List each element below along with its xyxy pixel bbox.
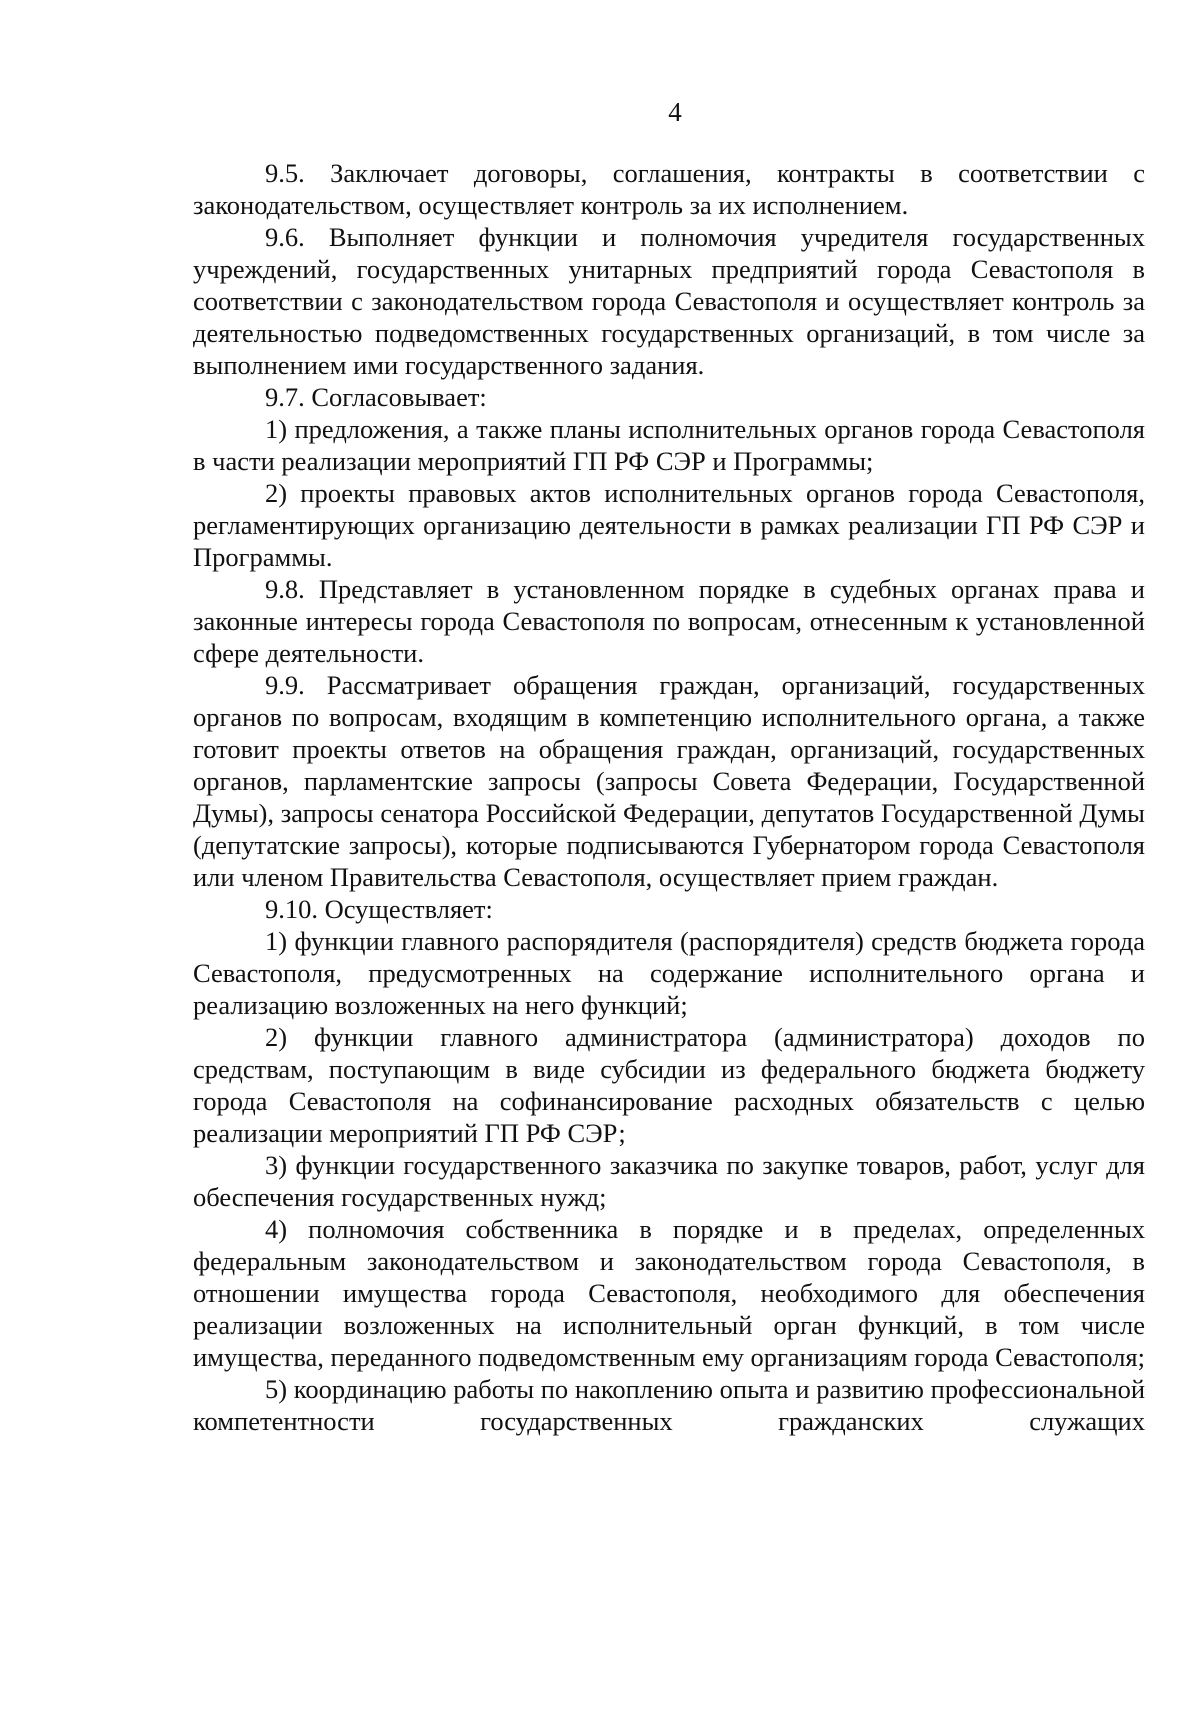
paragraph-9-8: 9.8. Представляет в установленном порядке в судебных органах права и законные интересы города Севастополя по вопросам, отнесенным к установленной сфере деятельности. <box>193 574 1145 668</box>
paragraph-9-10-item-5: 5) координацию работы по накоплению опыта и развитию профессиональной компетентности государственных гражданских служащих <box>193 1374 1145 1436</box>
paragraph-9-7-item-1: 1) предложения, а также планы исполнительных органов города Севастополя в части реализации мероприятий ГП РФ СЭР и Программы; <box>193 414 1145 476</box>
paragraph-9-10: 9.10. Осуществляет: <box>265 894 493 924</box>
paragraph-9-10-item-1: 1) функции главного распорядителя (распорядителя) средств бюджета города Севастополя, предусмотренных на содержание исполнительного органа и реализацию возложенных на него функций; <box>193 926 1145 1020</box>
page-number: 4 <box>668 97 682 127</box>
paragraph-9-5: 9.5. Заключает договоры, соглашения, контракты в соответствии с законодательством, осуществляет контроль за их исполнением. <box>193 158 1145 220</box>
paragraph-9-7: 9.7. Согласовывает: <box>265 382 487 412</box>
paragraph-9-10-item-4: 4) полномочия собственника в порядке и в пределах, определенных федеральным законодательством и законодательством города Севастополя, в отношении имущества города Севастополя, необходимого для обеспечения реализации возложенных на исполнительный орган функций, в том числе имущества, переданного подведомственным ему организациям города Севастополя; <box>193 1214 1145 1372</box>
paragraph-9-7-item-2: 2) проекты правовых актов исполнительных органов города Севастополя, регламентирующих организацию деятельности в рамках реализации ГП РФ СЭР и Программы. <box>193 478 1145 572</box>
document-body <box>193 157 1145 1437</box>
paragraph-9-9: 9.9. Рассматривает обращения граждан, организаций, государственных органов по вопросам, входящим в компетенцию исполнительного органа, а также готовит проекты ответов на обращения граждан, организаций, государственных органов, парламентские запросы (запросы Совета Федерации, Государственной Думы), запросы сенатора Российской Федерации, депутатов Государственной Думы (депутатские запросы), которые подписываются Губернатором города Севастополя или членом Правительства Севастополя, осуществляет прием граждан. <box>193 670 1145 892</box>
paragraph-9-10-item-2: 2) функции главного администратора (администратора) доходов по средствам, поступающим в виде субсидии из федерального бюджета бюджету города Севастополя на софинансирование расходных обязательств с целью реализации мероприятий ГП РФ СЭР; <box>193 1022 1145 1148</box>
paragraph-9-6: 9.6. Выполняет функции и полномочия учредителя государственных учреждений, государственных унитарных предприятий города Севастополя в соответствии с законодательством города Севастополя и осуществляет контроль за деятельностью подведомственных государственных организаций, в том числе за выполнением ими государственного задания. <box>193 222 1145 380</box>
paragraph-9-10-item-3: 3) функции государственного заказчика по закупке товаров, работ, услуг для обеспечения государственных нужд; <box>193 1150 1145 1212</box>
